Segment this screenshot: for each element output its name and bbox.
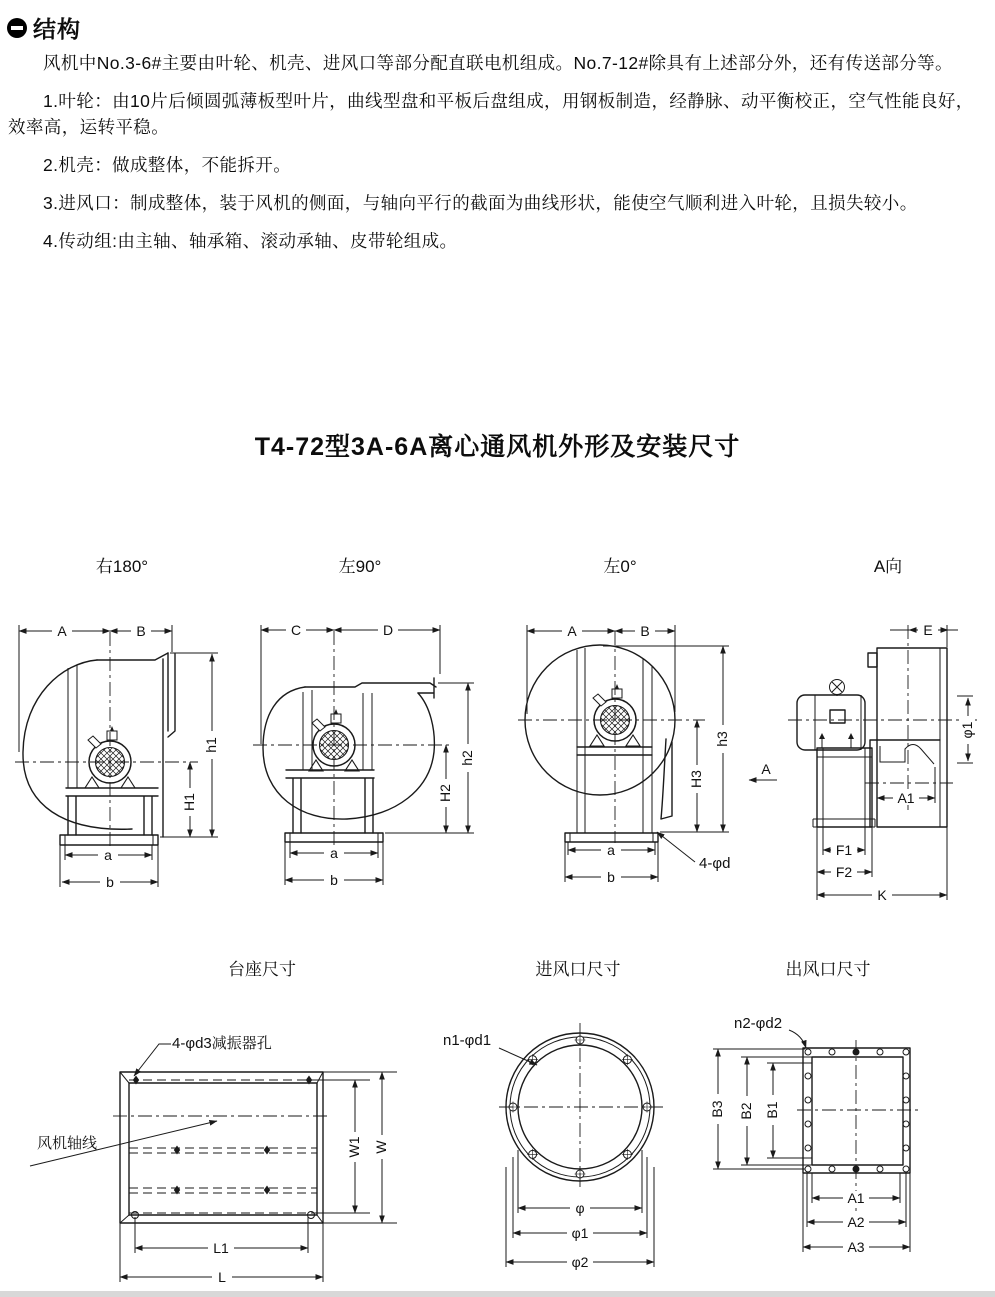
view-label-left90: 左90° bbox=[338, 557, 382, 576]
dimensions bbox=[709, 1049, 910, 1255]
dim-label-F2: F2 bbox=[835, 864, 853, 880]
dim-label-W1: W1 bbox=[346, 1136, 362, 1158]
diagram-left0-view bbox=[515, 612, 780, 907]
dim-label-B3: B3 bbox=[709, 1100, 725, 1118]
leader-arrow bbox=[789, 1030, 806, 1048]
view-label-left0: 左0° bbox=[603, 557, 637, 576]
dim-label-B2: B2 bbox=[738, 1102, 754, 1120]
dim-label-B: B bbox=[136, 623, 146, 639]
section-header-title: 结构 bbox=[33, 16, 81, 42]
dim-label-H1: H1 bbox=[181, 793, 197, 811]
bottom-label-pedestal: 台座尺寸 bbox=[228, 960, 296, 979]
dim-label-K: K bbox=[877, 887, 887, 903]
dim-label-h3: h3 bbox=[714, 731, 730, 747]
diagram-right180-view bbox=[10, 612, 250, 902]
dim-label-phi: φ bbox=[575, 1200, 585, 1216]
diagram-pedestal bbox=[25, 1020, 425, 1297]
bolt-holes-note: n2-φd2 bbox=[734, 1015, 783, 1032]
dim-label-b: b bbox=[106, 874, 114, 890]
bolt-holes-note: 4-φd bbox=[699, 855, 731, 872]
dim-label-A2: A2 bbox=[847, 1214, 865, 1230]
figure-title: T4-72型3A-6A离心通风机外形及安装尺寸 bbox=[254, 433, 741, 461]
diagram-a-view bbox=[785, 605, 995, 910]
paragraph-intro: 风机中No.3-6#主要由叶轮、机壳、进风口等部分配直联电机组成。No.7-12#除具有上述部分外，还有传送部分等。 bbox=[43, 53, 953, 73]
dim-label-phi1: φ1 bbox=[959, 721, 975, 739]
bottom-label-outlet: 出风口尺寸 bbox=[785, 960, 871, 979]
dim-label-b: b bbox=[330, 872, 338, 888]
annotations bbox=[30, 1034, 272, 1166]
dimensions bbox=[261, 622, 475, 888]
view-label-right180: 右180° bbox=[95, 557, 149, 576]
dim-label-A1: A1 bbox=[897, 790, 915, 806]
fan-outline bbox=[525, 645, 675, 842]
dim-label-H3: H3 bbox=[688, 770, 704, 788]
view-direction-label: A bbox=[761, 761, 771, 777]
dim-label-H2: H2 bbox=[437, 784, 453, 802]
bottom-label-inlet: 进风口尺寸 bbox=[535, 960, 621, 979]
outlet-flange-outline bbox=[803, 1048, 910, 1173]
dim-label-L: L bbox=[218, 1269, 226, 1285]
dim-label-E: E bbox=[923, 622, 933, 638]
minus-circle-icon bbox=[7, 18, 27, 38]
pedestal-outline bbox=[120, 1072, 323, 1223]
dim-label-A1: A1 bbox=[847, 1190, 865, 1206]
dim-label-phi2: φ2 bbox=[571, 1254, 589, 1270]
section-header bbox=[7, 11, 81, 44]
dim-label-b: b bbox=[607, 869, 615, 885]
diagram-inlet bbox=[435, 1015, 685, 1297]
dim-label-A: A bbox=[567, 623, 577, 639]
dim-label-a: a bbox=[104, 847, 112, 863]
view-label-a-view: A向 bbox=[873, 557, 903, 576]
diagram-left90-view bbox=[250, 612, 490, 902]
dim-label-B1: B1 bbox=[764, 1101, 780, 1119]
dim-label-B: B bbox=[640, 623, 650, 639]
paragraph-casing: 2.机壳：做成整体，不能拆开。 bbox=[43, 155, 292, 175]
dim-label-W: W bbox=[373, 1140, 389, 1154]
dim-label-h1: h1 bbox=[203, 737, 219, 753]
dim-label-a: a bbox=[330, 845, 338, 861]
body-text bbox=[8, 50, 989, 266]
dim-label-A3: A3 bbox=[847, 1239, 865, 1255]
paragraph-drive: 4.传动组:由主轴、轴承箱、滚动承轴、皮带轮组成。 bbox=[43, 231, 458, 251]
dim-label-phi1: φ1 bbox=[571, 1225, 589, 1241]
page-edge-shadow bbox=[0, 1291, 995, 1297]
damper-holes-note: 4-φd3减振器孔 bbox=[172, 1035, 272, 1052]
dim-label-F1: F1 bbox=[835, 842, 853, 858]
fan-axis-note: 风机轴线 bbox=[37, 1135, 98, 1152]
fan-outline bbox=[797, 648, 947, 827]
dim-label-L1: L1 bbox=[213, 1240, 229, 1256]
leader-arrow bbox=[657, 832, 695, 862]
dimensions bbox=[120, 1072, 397, 1285]
dim-label-A: A bbox=[57, 623, 67, 639]
dim-label-D: D bbox=[382, 622, 394, 638]
leader-arrow bbox=[134, 1044, 171, 1076]
paragraph-impeller: 1.叶轮：由10片后倾圆弧薄板型叶片，曲线型盘和平板后盘组成，用钢板制造，经静脉、动平衡校正，空气性能良好，效率高，运转平稳。 bbox=[8, 91, 974, 137]
eye-bolt-icon bbox=[830, 680, 845, 697]
paragraph-inlet: 3.进风口：制成整体，装于风机的侧面，与轴向平行的截面为曲线形状，能使空气顺利进入叶轮，且损失较小。 bbox=[43, 193, 918, 213]
diagram-outlet bbox=[690, 1012, 990, 1267]
dim-label-C: C bbox=[290, 622, 302, 638]
centerlines bbox=[499, 1023, 664, 1187]
dim-label-h2: h2 bbox=[459, 750, 475, 766]
bolt-holes bbox=[805, 1049, 909, 1172]
dim-label-a: a bbox=[607, 842, 615, 858]
bolt-holes-note: n1-φd1 bbox=[443, 1032, 492, 1049]
